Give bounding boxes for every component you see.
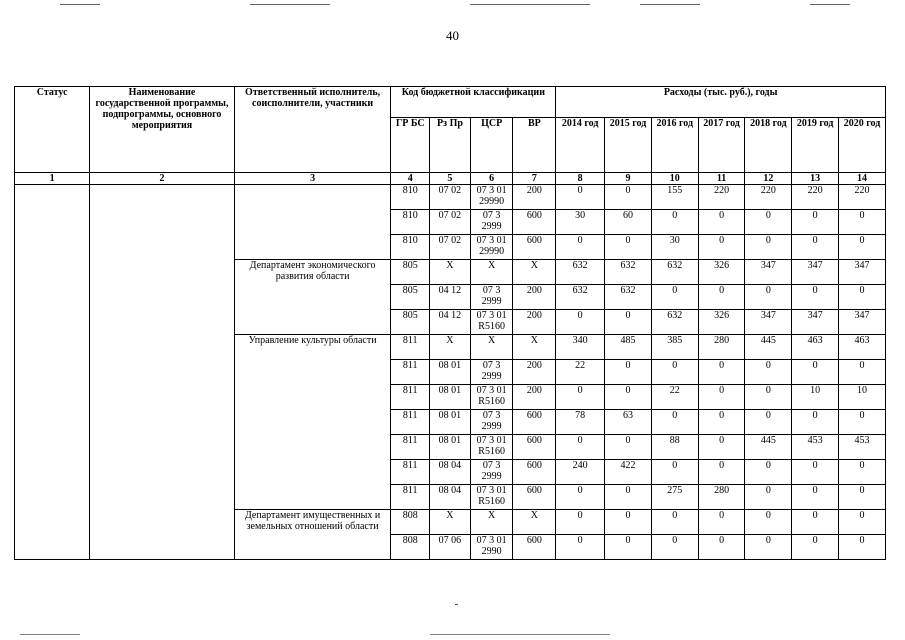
expense-cell: 632 [651, 260, 698, 285]
expense-cell: 0 [556, 435, 605, 460]
expense-cell: 0 [605, 435, 652, 460]
header-year: 2015 год [605, 118, 652, 173]
grbs-cell: 810 [391, 235, 430, 260]
csr-cell: 07 3 2999 [470, 360, 513, 385]
vr-cell: 200 [513, 310, 556, 335]
expense-cell: 0 [698, 360, 745, 385]
budget-table [14, 86, 886, 560]
csr-cell: 07 3 01 2990 [470, 535, 513, 560]
rzpr-cell: 04 12 [430, 310, 471, 335]
expense-cell: 22 [556, 360, 605, 385]
expense-cell: 0 [651, 410, 698, 435]
expense-cell: 385 [651, 335, 698, 360]
rzpr-cell: Х [430, 260, 471, 285]
header-grbs: ГР БС [391, 118, 430, 173]
expense-cell: 0 [698, 385, 745, 410]
expense-cell: 0 [792, 460, 839, 485]
expense-cell: 0 [745, 485, 792, 510]
header-rzpr: Рз Пр [430, 118, 471, 173]
expense-cell: 63 [605, 410, 652, 435]
header-vr: ВР [513, 118, 556, 173]
expense-cell: 60 [605, 210, 652, 235]
column-number: 6 [470, 173, 513, 185]
column-number: 8 [556, 173, 605, 185]
vr-cell: 200 [513, 385, 556, 410]
expense-cell: 326 [698, 260, 745, 285]
expense-cell: 0 [745, 385, 792, 410]
expense-cell: 10 [792, 385, 839, 410]
rzpr-cell: 08 01 [430, 385, 471, 410]
expense-cell: 0 [745, 360, 792, 385]
column-number: 13 [792, 173, 839, 185]
csr-cell: 07 3 01 R5160 [470, 385, 513, 410]
scan-edge-line [430, 634, 610, 635]
header-csr: ЦСР [470, 118, 513, 173]
expense-cell: 0 [605, 385, 652, 410]
header-year: 2018 год [745, 118, 792, 173]
grbs-cell: 811 [391, 435, 430, 460]
rzpr-cell: 08 04 [430, 485, 471, 510]
expense-cell: 0 [792, 535, 839, 560]
scan-edge-line [250, 4, 330, 5]
expense-cell: 347 [839, 310, 886, 335]
grbs-cell: 808 [391, 535, 430, 560]
vr-cell: 600 [513, 435, 556, 460]
column-number: 3 [234, 173, 391, 185]
expense-cell: 0 [792, 210, 839, 235]
rzpr-cell: 07 02 [430, 210, 471, 235]
expense-cell: 463 [792, 335, 839, 360]
csr-cell: 07 3 2999 [470, 210, 513, 235]
expense-cell: 0 [698, 210, 745, 235]
expense-cell: 0 [839, 235, 886, 260]
expense-cell: 0 [556, 485, 605, 510]
scan-speck [455, 604, 458, 605]
rzpr-cell: 08 01 [430, 435, 471, 460]
expense-cell: 30 [651, 235, 698, 260]
expense-cell: 0 [651, 460, 698, 485]
csr-cell: Х [470, 260, 513, 285]
expense-cell: 0 [698, 285, 745, 310]
expense-cell: 0 [698, 510, 745, 535]
column-number: 9 [605, 173, 652, 185]
expense-cell: 0 [839, 510, 886, 535]
expense-cell: 0 [605, 510, 652, 535]
expense-cell: 632 [605, 285, 652, 310]
expense-cell: 422 [605, 460, 652, 485]
page-number: 40 [446, 28, 459, 43]
rzpr-cell: Х [430, 335, 471, 360]
rzpr-cell: 07 02 [430, 185, 471, 210]
expense-cell: 0 [605, 535, 652, 560]
column-number: 2 [90, 173, 234, 185]
column-number: 1 [15, 173, 90, 185]
expense-cell: 0 [839, 535, 886, 560]
expense-cell: 0 [792, 360, 839, 385]
program-name-cell [90, 185, 234, 560]
expense-cell: 0 [605, 235, 652, 260]
expense-cell: 453 [839, 435, 886, 460]
expense-cell: 445 [745, 435, 792, 460]
vr-cell: Х [513, 260, 556, 285]
executor-cell: Управление культуры области [234, 335, 391, 510]
expense-cell: 347 [792, 310, 839, 335]
expense-cell: 30 [556, 210, 605, 235]
rzpr-cell: 04 12 [430, 285, 471, 310]
grbs-cell: 805 [391, 310, 430, 335]
expense-cell: 0 [698, 435, 745, 460]
csr-cell: 07 3 01 R5160 [470, 435, 513, 460]
expense-cell: 0 [556, 310, 605, 335]
vr-cell: 600 [513, 235, 556, 260]
expense-cell: 220 [745, 185, 792, 210]
grbs-cell: 805 [391, 260, 430, 285]
expense-cell: 22 [651, 385, 698, 410]
expense-cell: 453 [792, 435, 839, 460]
rzpr-cell: 07 06 [430, 535, 471, 560]
header-executor: Ответственный исполнитель, соисполнители, участники [234, 87, 391, 173]
rzpr-cell: 08 01 [430, 410, 471, 435]
table-row [15, 185, 886, 210]
expense-cell: 0 [839, 460, 886, 485]
expense-cell: 0 [556, 235, 605, 260]
grbs-cell: 811 [391, 360, 430, 385]
expense-cell: 88 [651, 435, 698, 460]
column-number: 11 [698, 173, 745, 185]
executor-cell: Департамент экономического развития области [234, 260, 391, 335]
expense-cell: 78 [556, 410, 605, 435]
table-body [15, 185, 886, 560]
expense-cell: 10 [839, 385, 886, 410]
csr-cell: Х [470, 510, 513, 535]
grbs-cell: 811 [391, 460, 430, 485]
expense-cell: 0 [651, 510, 698, 535]
expense-cell: 0 [605, 310, 652, 335]
expense-cell: 632 [556, 260, 605, 285]
grbs-cell: 811 [391, 385, 430, 410]
csr-cell: 07 3 01 R5160 [470, 485, 513, 510]
header-year: 2017 год [698, 118, 745, 173]
header-program-name: Наименование государственной программы, подпрограммы, основного мероприятия [90, 87, 234, 173]
expense-cell: 0 [556, 510, 605, 535]
column-number: 14 [839, 173, 886, 185]
vr-cell: 200 [513, 285, 556, 310]
vr-cell: 600 [513, 485, 556, 510]
scan-edge-line [810, 4, 850, 5]
column-number: 7 [513, 173, 556, 185]
vr-cell: 600 [513, 410, 556, 435]
rzpr-cell: 08 01 [430, 360, 471, 385]
csr-cell: Х [470, 335, 513, 360]
scan-edge-line [470, 4, 590, 5]
header-expenses: Расходы (тыс. руб.), годы [556, 87, 886, 118]
expense-cell: 0 [745, 235, 792, 260]
vr-cell: 200 [513, 360, 556, 385]
expense-cell: 0 [745, 285, 792, 310]
expense-cell: 275 [651, 485, 698, 510]
expense-cell: 0 [651, 535, 698, 560]
csr-cell: 07 3 2999 [470, 410, 513, 435]
expense-cell: 220 [839, 185, 886, 210]
expense-cell: 445 [745, 335, 792, 360]
header-year: 2019 год [792, 118, 839, 173]
csr-cell: 07 3 01 R5160 [470, 310, 513, 335]
header-year: 2020 год [839, 118, 886, 173]
expense-cell: 280 [698, 335, 745, 360]
csr-cell: 07 3 2999 [470, 285, 513, 310]
header-budget-code: Код бюджетной классификации [391, 87, 556, 118]
expense-cell: 326 [698, 310, 745, 335]
expense-cell: 0 [556, 185, 605, 210]
expense-cell: 240 [556, 460, 605, 485]
expense-cell: 0 [605, 185, 652, 210]
csr-cell: 07 3 2999 [470, 460, 513, 485]
expense-cell: 0 [698, 535, 745, 560]
expense-cell: 0 [745, 535, 792, 560]
grbs-cell: 808 [391, 510, 430, 535]
expense-cell: 632 [556, 285, 605, 310]
expense-cell: 0 [651, 285, 698, 310]
column-number: 10 [651, 173, 698, 185]
grbs-cell: 811 [391, 335, 430, 360]
rzpr-cell: 08 04 [430, 460, 471, 485]
vr-cell: 600 [513, 535, 556, 560]
expense-cell: 347 [792, 260, 839, 285]
expense-cell: 0 [792, 285, 839, 310]
expense-cell: 463 [839, 335, 886, 360]
expense-cell: 0 [745, 410, 792, 435]
executor-cell [234, 185, 391, 260]
vr-cell: Х [513, 335, 556, 360]
expense-cell: 632 [605, 260, 652, 285]
expense-cell: 632 [651, 310, 698, 335]
expense-cell: 0 [839, 410, 886, 435]
expense-cell: 347 [745, 310, 792, 335]
expense-cell: 0 [839, 485, 886, 510]
column-number: 4 [391, 173, 430, 185]
grbs-cell: 811 [391, 410, 430, 435]
expense-cell: 0 [651, 210, 698, 235]
csr-cell: 07 3 01 29990 [470, 235, 513, 260]
rzpr-cell: 07 02 [430, 235, 471, 260]
expense-cell: 0 [698, 410, 745, 435]
expense-cell: 0 [698, 460, 745, 485]
expense-cell: 0 [605, 360, 652, 385]
grbs-cell: 810 [391, 185, 430, 210]
expense-cell: 0 [792, 510, 839, 535]
header-year: 2016 год [651, 118, 698, 173]
scan-edge-line [640, 4, 700, 5]
grbs-cell: 811 [391, 485, 430, 510]
vr-cell: 200 [513, 185, 556, 210]
scan-edge-line [60, 4, 100, 5]
expense-cell: 220 [792, 185, 839, 210]
status-cell [15, 185, 90, 560]
expense-cell: 280 [698, 485, 745, 510]
csr-cell: 07 3 01 29990 [470, 185, 513, 210]
vr-cell: 600 [513, 460, 556, 485]
header-year: 2014 год [556, 118, 605, 173]
header-status: Статус [15, 87, 90, 173]
expense-cell: 220 [698, 185, 745, 210]
expense-cell: 0 [839, 285, 886, 310]
expense-cell: 0 [745, 210, 792, 235]
column-number: 5 [430, 173, 471, 185]
expense-cell: 0 [556, 535, 605, 560]
expense-cell: 0 [651, 360, 698, 385]
expense-cell: 347 [745, 260, 792, 285]
column-number: 12 [745, 173, 792, 185]
grbs-cell: 805 [391, 285, 430, 310]
expense-cell: 0 [792, 410, 839, 435]
expense-cell: 0 [556, 385, 605, 410]
expense-cell: 0 [745, 510, 792, 535]
vr-cell: 600 [513, 210, 556, 235]
expense-cell: 0 [698, 235, 745, 260]
expense-cell: 485 [605, 335, 652, 360]
expense-cell: 0 [839, 210, 886, 235]
vr-cell: Х [513, 510, 556, 535]
expense-cell: 347 [839, 260, 886, 285]
expense-cell: 0 [605, 485, 652, 510]
rzpr-cell: Х [430, 510, 471, 535]
expense-cell: 0 [792, 485, 839, 510]
expense-cell: 0 [792, 235, 839, 260]
executor-cell: Департамент имущественных и земельных отношений области [234, 510, 391, 560]
expense-cell: 340 [556, 335, 605, 360]
expense-cell: 155 [651, 185, 698, 210]
scan-edge-line [20, 634, 80, 635]
expense-cell: 0 [839, 360, 886, 385]
expense-cell: 0 [745, 460, 792, 485]
grbs-cell: 810 [391, 210, 430, 235]
